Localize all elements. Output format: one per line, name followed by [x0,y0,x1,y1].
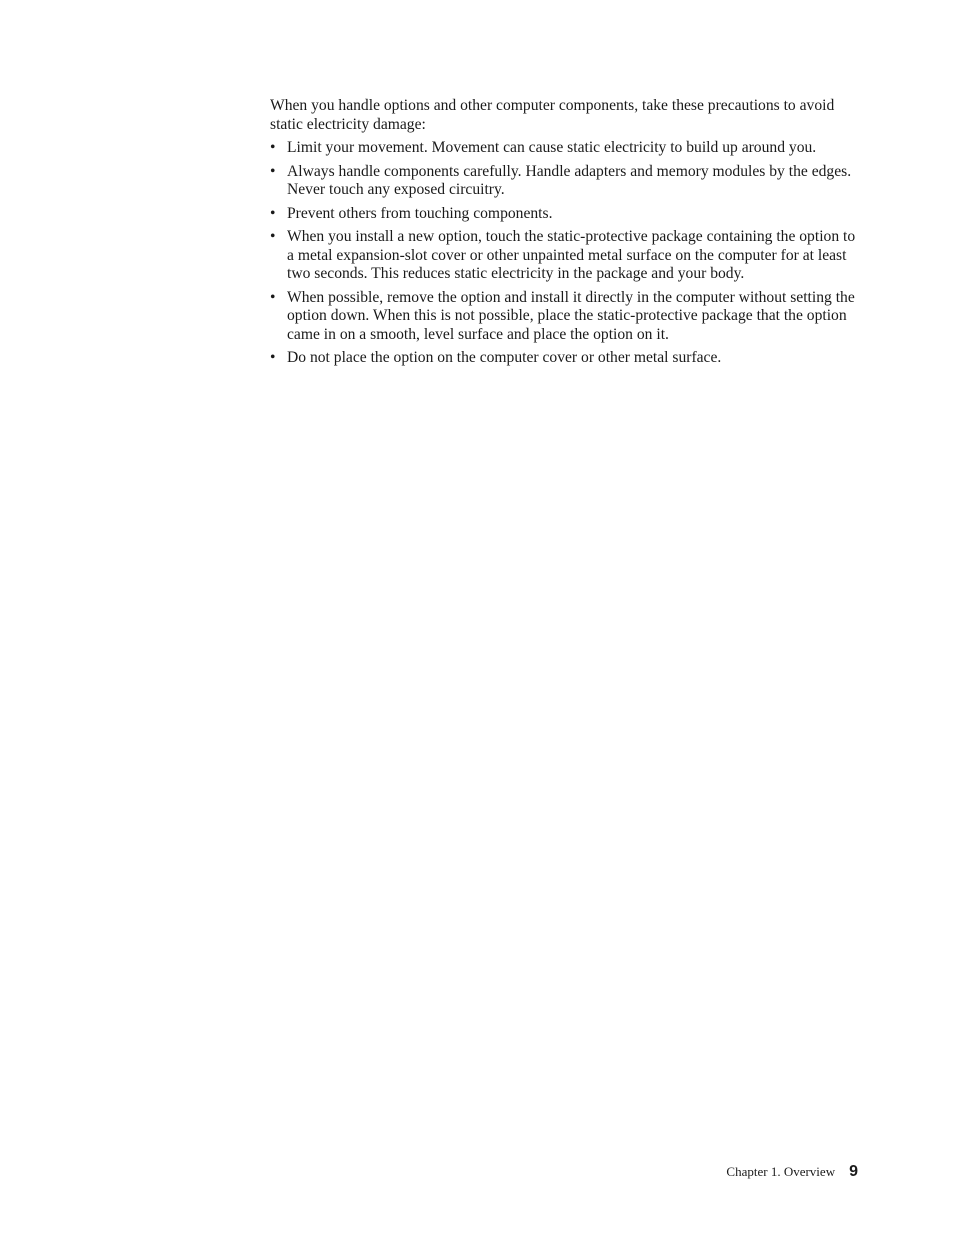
bullet-icon: • [270,228,276,245]
document-body [270,97,860,373]
page-number: 9 [849,1163,858,1180]
list-item [270,139,860,158]
list-item-text: When possible, remove the option and install it directly in the computer without setting the option down. When this is not possible, place the static-protective package that the option came in on a smooth, level surface and place the option on it. [287,288,855,343]
list-item [270,289,860,345]
list-item-text: When you install a new option, touch the static-protective package containing the option to a metal expansion-slot cover or other unpainted metal surface on the computer for at least two seconds. This reduces static electricity in the package and your body. [287,228,856,282]
list-item-text: Limit your movement. Movement can cause static electricity to build up around you. [287,139,817,156]
bullet-icon: • [270,204,276,222]
bullet-icon: • [270,162,276,180]
list-item [270,228,860,284]
page-footer [726,1163,858,1181]
intro-paragraph: When you handle options and other computer components, take these precautions to avoid static electricity damage: [270,97,835,133]
bullet-icon: • [270,349,276,366]
list-item-text: Do not place the option on the computer cover or other metal surface. [287,349,722,366]
list-item [270,205,860,224]
bullet-icon: • [270,139,276,156]
list-item [270,163,860,200]
list-item-text: Always handle components carefully. Handle adapters and memory modules by the edges. Never touch any exposed circuitry. [287,162,852,198]
chapter-title: Chapter 1. Overview [726,1164,836,1179]
list-item-text: Prevent others from touching components. [287,204,553,222]
bullet-icon: • [270,288,276,306]
precautions-list [270,139,860,368]
list-item [270,349,860,368]
